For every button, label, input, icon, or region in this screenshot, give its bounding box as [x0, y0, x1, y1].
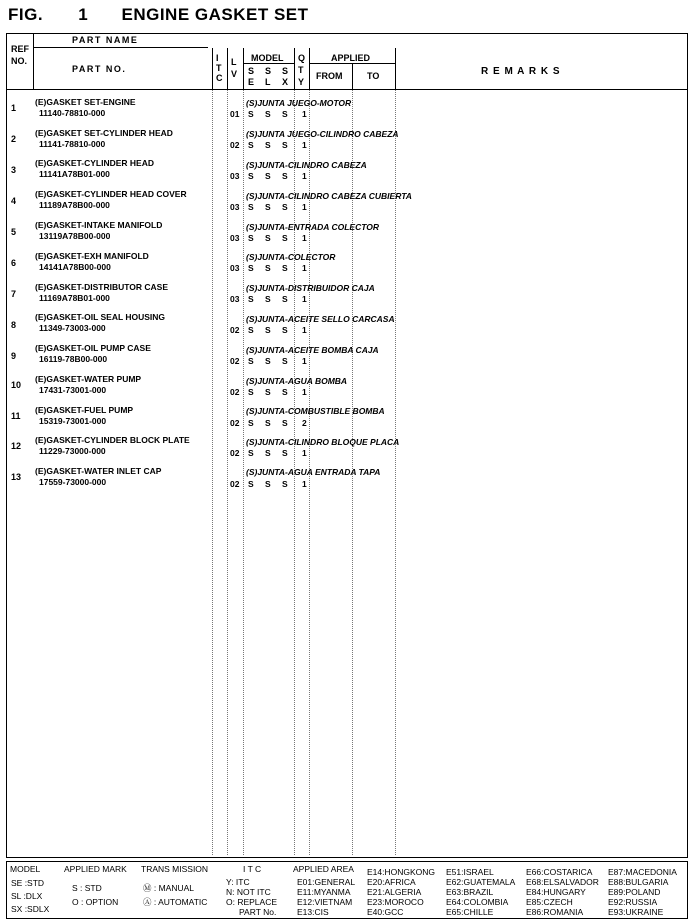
header-model-se: S E [248, 66, 255, 87]
header-itc: I T C [216, 53, 223, 83]
row-lv: 03 [230, 263, 240, 273]
legend-areas-3: E51:ISRAEL E62:GUATEMALA E63:BRAZIL E64:COLOMBIA E65:CHILLE [446, 867, 516, 917]
row-part-name: (E)GASKET-DISTRIBUTOR CASE [35, 282, 169, 292]
header-part-no: PART NO. [72, 64, 127, 74]
row-ref: 11 [11, 411, 21, 421]
row-model-sx: S [282, 448, 288, 458]
row-spanish-name: (S)JUNTA-AGUA ENTRADA TAPA [246, 467, 381, 477]
legend-trans: Ⓜ : MANUAL Ⓐ : AUTOMATIC [143, 883, 208, 907]
row-qty: 1 [302, 202, 307, 212]
row-spanish-name: (S)JUNTA-AGUA BOMBA [246, 376, 348, 386]
row-qty: 1 [302, 109, 307, 119]
row-lv: 03 [230, 171, 240, 181]
row-model-sl: S [265, 171, 271, 181]
header-applied: APPLIED [331, 53, 371, 63]
row-part-name: (E)GASKET-CYLINDER HEAD COVER [35, 189, 187, 199]
row-model-sx: S [282, 233, 288, 243]
row-qty: 1 [302, 263, 307, 273]
row-model-se: S [248, 294, 254, 304]
row-spanish-name: (S)JUNTA-COLECTOR [246, 252, 336, 262]
legend-areas-4: E66:COSTARICA E68:ELSALVADOR E84:HUNGARY E85:CZECH E86:ROMANIA [526, 867, 599, 917]
row-spanish-name: (S)JUNTA-ACEITE BOMBA CAJA [246, 345, 379, 355]
row-ref: 13 [11, 472, 22, 482]
row-part-name: (E)GASKET-WATER PUMP [35, 374, 142, 384]
row-model-sl: S [265, 202, 271, 212]
row-model-sx: S [282, 202, 288, 212]
row-model-se: S [248, 233, 254, 243]
row-spanish-name: (S)JUNTA-ENTRADA COLECTOR [246, 222, 380, 232]
row-model-sx: S [282, 109, 288, 119]
row-spanish-name: (S)JUNTA-COMBUSTIBLE BOMBA [246, 406, 385, 416]
row-model-sl: S [265, 140, 271, 150]
row-spanish-name: (S)JUNTA-CILINDRO CABEZA CUBIERTA [246, 191, 412, 201]
row-lv: 03 [230, 233, 240, 243]
row-qty: 1 [302, 325, 307, 335]
row-part-name: (E)GASKET-WATER INLET CAP [35, 466, 162, 476]
header-no: NO. [11, 56, 28, 66]
row-spanish-name: (S)JUNTA JUEGO-CILINDRO CABEZA [246, 129, 399, 139]
legend-models: SE :STD SL :DLX SX :SDLX [11, 878, 50, 914]
row-part-name: (E)GASKET-EXH MANIFOLD [35, 251, 149, 261]
row-lv: 02 [230, 479, 240, 489]
legend-areas-2: E14:HONGKONG E20:AFRICA E21:ALGERIA E23:MOROCO E40:GCC [367, 867, 436, 917]
row-part-name: (E)GASKET SET-CYLINDER HEAD [35, 128, 173, 138]
row-model-sx: S [282, 325, 288, 335]
row-part-name: (E)GASKET SET-ENGINE [35, 97, 136, 107]
row-spanish-name: (S)JUNTA-CILINDRO CABEZA [246, 160, 367, 170]
row-model-sl: S [265, 356, 271, 366]
row-model-se: S [248, 356, 254, 366]
row-part-no: 11349-73003-000 [39, 323, 106, 333]
row-ref: 6 [11, 258, 17, 268]
header-lv: L V [231, 57, 238, 79]
row-part-no: 11189A78B00-000 [39, 200, 110, 210]
row-part-name: (E)GASKET-OIL SEAL HOUSING [35, 312, 166, 322]
legend-areas-1: E01:GENERAL E11:MYANMA E12:VIETNAM E13:CIS [297, 877, 356, 917]
legend-model-header: MODEL [10, 864, 41, 874]
legend-applied-mark-header: APPLIED MARK [64, 864, 127, 874]
row-model-sx: S [282, 418, 288, 428]
row-lv: 02 [230, 448, 240, 458]
row-lv: 01 [230, 109, 240, 119]
row-part-no: 17431-73001-000 [39, 385, 107, 395]
row-ref: 12 [11, 441, 22, 451]
legend-areas-5: E87:MACEDONIA E88:BULGARIA E89:POLAND E92:RUSSIA E93:UKRAINE [608, 867, 677, 917]
row-spanish-name: (S)JUNTA-DISTRIBUIDOR CAJA [246, 283, 375, 293]
header-ref: REF [11, 44, 29, 54]
row-part-no: 11229-73000-000 [39, 446, 106, 456]
row-qty: 1 [302, 294, 307, 304]
row-part-no: 11141-78810-000 [39, 139, 106, 149]
row-part-no: 11140-78810-000 [39, 108, 106, 118]
row-spanish-name: (S)JUNTA JUEGO-MOTOR [246, 98, 352, 108]
legend-marks: S : STD O : OPTION [72, 883, 119, 907]
row-model-se: S [248, 418, 254, 428]
row-ref: 10 [11, 380, 22, 390]
row-lv: 02 [230, 418, 240, 428]
row-model-sx: S [282, 356, 288, 366]
row-model-se: S [248, 325, 254, 335]
row-ref: 3 [11, 165, 17, 175]
legend-itc: Y: ITC N: NOT ITC O: REPLACE PART No. [226, 877, 278, 917]
row-part-name: (E)GASKET-CYLINDER BLOCK PLATE [35, 435, 190, 445]
figure-name: ENGINE GASKET SET [121, 5, 309, 24]
row-part-no: 11141A78B01-000 [39, 169, 110, 179]
header-qty: Q T Y [298, 53, 306, 87]
row-model-sl: S [265, 479, 271, 489]
row-ref: 2 [11, 134, 17, 144]
row-model-sl: S [265, 294, 271, 304]
row-lv: 02 [230, 140, 240, 150]
row-model-sx: S [282, 263, 288, 273]
row-part-name: (E)GASKET-INTAKE MANIFOLD [35, 220, 163, 230]
row-model-se: S [248, 448, 254, 458]
legend-itc-header: I T C [243, 864, 262, 874]
row-model-sx: S [282, 387, 288, 397]
row-qty: 1 [302, 387, 307, 397]
row-model-sl: S [265, 233, 271, 243]
row-lv: 02 [230, 387, 240, 397]
row-model-se: S [248, 140, 254, 150]
row-model-se: S [248, 202, 254, 212]
row-part-name: (E)GASKET-OIL PUMP CASE [35, 343, 151, 353]
row-part-no: 16119-78B00-000 [39, 354, 108, 364]
row-ref: 4 [11, 196, 17, 206]
row-qty: 1 [302, 479, 307, 489]
row-qty: 1 [302, 140, 307, 150]
row-part-name: (E)GASKET-FUEL PUMP [35, 405, 134, 415]
row-qty: 1 [302, 356, 307, 366]
row-model-sl: S [265, 109, 271, 119]
row-model-se: S [248, 387, 254, 397]
row-part-no: 14141A78B00-000 [39, 262, 111, 272]
row-part-no: 17559-73000-000 [39, 477, 107, 487]
row-qty: 2 [302, 418, 307, 428]
row-part-no: 13119A78B00-000 [39, 231, 111, 241]
row-model-se: S [248, 479, 254, 489]
row-qty: 1 [302, 233, 307, 243]
row-part-name: (E)GASKET-CYLINDER HEAD [35, 158, 155, 168]
header-part-name: PART NAME [72, 35, 139, 45]
row-spanish-name: (S)JUNTA-CILINDRO BLOQUE PLACA [246, 437, 400, 447]
row-model-sl: S [265, 263, 271, 273]
row-model-sl: S [265, 387, 271, 397]
row-ref: 5 [11, 227, 17, 237]
figure-label: FIG. [8, 5, 44, 24]
row-qty: 1 [302, 171, 307, 181]
row-part-no: 15319-73001-000 [39, 416, 107, 426]
legend-applied-area-header: APPLIED AREA [293, 864, 354, 874]
row-ref: 1 [11, 103, 17, 113]
header-from: FROM [316, 71, 343, 81]
header-model: MODEL [251, 53, 284, 63]
row-lv: 02 [230, 356, 240, 366]
row-ref: 9 [11, 351, 17, 361]
row-model-se: S [248, 109, 254, 119]
row-lv: 02 [230, 325, 240, 335]
row-model-sl: S [265, 418, 271, 428]
row-model-sx: S [282, 140, 288, 150]
row-model-sx: S [282, 294, 288, 304]
header-model-sx: S X [282, 66, 289, 87]
row-qty: 1 [302, 448, 307, 458]
row-ref: 7 [11, 289, 17, 299]
row-lv: 03 [230, 294, 240, 304]
row-model-sx: S [282, 171, 288, 181]
row-model-se: S [248, 171, 254, 181]
figure-number: 1 [78, 5, 89, 24]
row-model-sl: S [265, 448, 271, 458]
header-model-sl: S L [265, 66, 272, 87]
row-lv: 03 [230, 202, 240, 212]
row-model-se: S [248, 263, 254, 273]
row-part-no: 11169A78B01-000 [39, 293, 110, 303]
page-title [8, 5, 309, 25]
legend-trans-header: TRANS MISSION [141, 864, 209, 874]
row-ref: 8 [11, 320, 17, 330]
row-model-sx: S [282, 479, 288, 489]
row-spanish-name: (S)JUNTA-ACEITE SELLO CARCASA [246, 314, 395, 324]
header-remarks: R E M A R K S [481, 66, 561, 77]
row-model-sl: S [265, 325, 271, 335]
header-to: TO [367, 71, 380, 81]
